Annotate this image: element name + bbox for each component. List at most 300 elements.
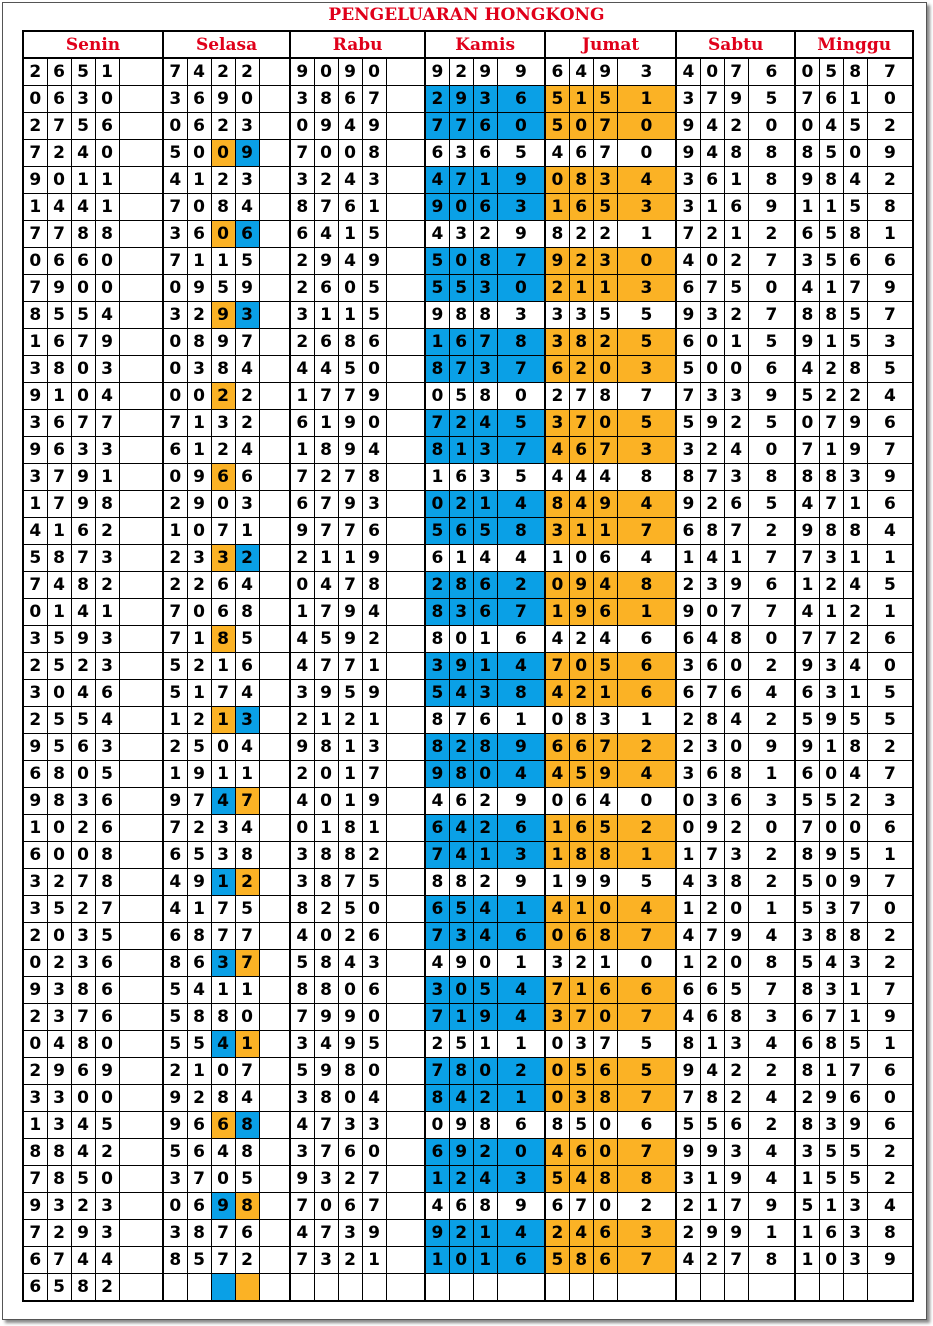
digit-cell: 6 (497, 626, 545, 653)
spacer-cell (386, 545, 425, 572)
digit-cell: 6 (338, 86, 362, 113)
digit-cell: 2 (71, 815, 95, 842)
digit-cell: 1 (235, 977, 259, 1004)
digit-cell: 4 (290, 788, 314, 815)
digit-cell: 8 (700, 707, 724, 734)
result-row (23, 86, 913, 113)
digit-cell: 2 (748, 653, 795, 680)
digit-cell: 3 (843, 1193, 867, 1220)
digit-cell: 1 (95, 464, 119, 491)
digit-cell: 1 (23, 329, 47, 356)
spacer-cell (386, 734, 425, 761)
digit-cell: 4 (473, 545, 497, 572)
digit-cell: 8 (545, 491, 569, 518)
digit-cell: 9 (843, 437, 867, 464)
digit-cell: 6 (473, 599, 497, 626)
digit-cell: 0 (593, 410, 617, 437)
digit-cell: 2 (676, 734, 700, 761)
spacer-cell (259, 1058, 290, 1085)
digit-cell: 6 (47, 410, 71, 437)
digit-cell: 6 (95, 950, 119, 977)
digit-cell: 5 (569, 1058, 593, 1085)
digit-cell: 0 (819, 869, 843, 896)
digit-cell: 6 (338, 1139, 362, 1166)
digit-cell: 8 (425, 356, 449, 383)
digit-cell: 5 (795, 950, 819, 977)
digit-cell: 9 (187, 464, 211, 491)
digit-cell: 0 (95, 86, 119, 113)
digit-cell: 3 (362, 734, 386, 761)
digit-cell: 5 (187, 1247, 211, 1274)
digit-cell: 9 (676, 1058, 700, 1085)
digit-cell: 7 (314, 518, 338, 545)
digit-cell: 9 (425, 194, 449, 221)
digit-cell: 5 (163, 1031, 187, 1058)
spacer-cell (119, 113, 163, 140)
digit-cell: 1 (569, 86, 593, 113)
spacer-cell (259, 1139, 290, 1166)
digit-cell: 4 (211, 1139, 235, 1166)
digit-cell: 1 (449, 545, 473, 572)
digit-cell: 4 (569, 491, 593, 518)
digit-cell: 4 (676, 248, 700, 275)
digit-cell: 9 (449, 653, 473, 680)
digit-cell: 1 (724, 167, 748, 194)
digit-cell: 3 (700, 302, 724, 329)
day-header-minggu: Minggu (795, 31, 913, 58)
digit-cell: 0 (163, 1193, 187, 1220)
digit-cell: 1 (843, 545, 867, 572)
spacer-cell (119, 383, 163, 410)
result-row (23, 383, 913, 410)
digit-cell: 3 (47, 1193, 71, 1220)
digit-cell: 6 (449, 329, 473, 356)
digit-cell: 6 (47, 58, 71, 86)
digit-cell: 3 (23, 896, 47, 923)
result-row (23, 518, 913, 545)
spacer-cell (259, 1031, 290, 1058)
digit-cell: 5 (569, 761, 593, 788)
digit-cell: 0 (362, 356, 386, 383)
digit-cell: 4 (748, 923, 795, 950)
digit-cell: 7 (211, 1247, 235, 1274)
digit-cell: 9 (676, 599, 700, 626)
digit-cell: 0 (545, 923, 569, 950)
digit-cell: 4 (795, 356, 819, 383)
digit-cell: 7 (23, 1166, 47, 1193)
digit-cell: 9 (497, 788, 545, 815)
digit-cell: 3 (23, 1085, 47, 1112)
result-row (23, 599, 913, 626)
digit-cell: 4 (700, 545, 724, 572)
spacer-cell (259, 896, 290, 923)
digit-cell: 2 (211, 437, 235, 464)
digit-cell: 7 (23, 572, 47, 599)
digit-cell: 4 (676, 1247, 700, 1274)
digit-cell: 0 (724, 356, 748, 383)
digit-cell: 9 (724, 923, 748, 950)
digit-cell: 4 (748, 1166, 795, 1193)
result-row (23, 896, 913, 923)
digit-cell: 6 (290, 410, 314, 437)
digit-cell: 4 (473, 896, 497, 923)
digit-cell: 7 (748, 977, 795, 1004)
digit-cell: 0 (497, 275, 545, 302)
digit-cell: 3 (211, 815, 235, 842)
spacer-cell (259, 248, 290, 275)
digit-cell: 0 (211, 221, 235, 248)
digit-cell: 4 (163, 167, 187, 194)
digit-cell: 6 (867, 1112, 913, 1139)
digit-cell: 5 (47, 1274, 71, 1302)
digit-cell: 0 (545, 1058, 569, 1085)
result-row (23, 653, 913, 680)
digit-cell: 9 (163, 1112, 187, 1139)
digit-cell: 6 (235, 1220, 259, 1247)
spacer-cell (386, 626, 425, 653)
digit-cell: 2 (290, 761, 314, 788)
digit-cell: 2 (724, 1085, 748, 1112)
digit-cell: 5 (187, 1031, 211, 1058)
digit-cell: 6 (795, 680, 819, 707)
digit-cell: 8 (676, 1031, 700, 1058)
spacer-cell (119, 275, 163, 302)
digit-cell: 6 (95, 788, 119, 815)
digit-cell: 4 (95, 302, 119, 329)
digit-cell: 0 (819, 1247, 843, 1274)
digit-cell: 6 (748, 58, 795, 86)
digit-cell: 4 (473, 410, 497, 437)
digit-cell: 3 (676, 653, 700, 680)
digit-cell: 7 (819, 410, 843, 437)
digit-cell: 3 (71, 788, 95, 815)
digit-cell: 1 (593, 518, 617, 545)
digit-cell: 8 (819, 302, 843, 329)
digit-cell: 8 (211, 1004, 235, 1031)
spacer-cell (386, 815, 425, 842)
digit-cell: 9 (95, 329, 119, 356)
spacer-cell (259, 923, 290, 950)
digit-cell: 9 (569, 599, 593, 626)
digit-cell: 4 (617, 761, 676, 788)
digit-cell: 3 (617, 356, 676, 383)
digit-cell: 1 (545, 599, 569, 626)
digit-cell: 1 (843, 491, 867, 518)
digit-cell: 9 (362, 545, 386, 572)
digit-cell: 8 (47, 356, 71, 383)
digit-cell: 4 (867, 518, 913, 545)
digit-cell: 6 (95, 977, 119, 1004)
spacer-cell (386, 707, 425, 734)
digit-cell: 3 (676, 167, 700, 194)
digit-cell: 4 (676, 869, 700, 896)
digit-cell: 7 (314, 1139, 338, 1166)
digit-cell: 6 (569, 140, 593, 167)
digit-cell: 8 (795, 140, 819, 167)
digit-cell: 6 (795, 1004, 819, 1031)
digit-cell: 7 (338, 518, 362, 545)
digit-cell: 2 (290, 329, 314, 356)
digit-cell: 2 (47, 140, 71, 167)
digit-cell: 1 (700, 1193, 724, 1220)
digit-cell: 0 (473, 950, 497, 977)
digit-cell: 1 (473, 167, 497, 194)
digit-cell: 7 (314, 491, 338, 518)
digit-cell: 5 (47, 302, 71, 329)
spacer-cell (119, 140, 163, 167)
digit-cell: 7 (795, 86, 819, 113)
digit-cell: 5 (163, 1004, 187, 1031)
digit-cell: 1 (724, 221, 748, 248)
digit-cell: 7 (425, 1004, 449, 1031)
digit-cell: 7 (211, 1220, 235, 1247)
digit-cell: 1 (795, 1247, 819, 1274)
digit-cell: 7 (362, 1166, 386, 1193)
digit-cell: 1 (748, 761, 795, 788)
digit-cell (724, 1274, 748, 1302)
digit-cell: 1 (235, 518, 259, 545)
digit-cell: 6 (867, 815, 913, 842)
digit-cell: 6 (819, 86, 843, 113)
digit-cell: 1 (843, 86, 867, 113)
digit-cell: 2 (23, 58, 47, 86)
digit-cell: 5 (795, 383, 819, 410)
digit-cell: 5 (593, 653, 617, 680)
digit-cell: 1 (819, 1193, 843, 1220)
digit-cell: 3 (47, 1085, 71, 1112)
digit-cell: 1 (362, 815, 386, 842)
digit-cell: 4 (545, 680, 569, 707)
digit-cell: 0 (867, 653, 913, 680)
result-row (23, 1193, 913, 1220)
digit-cell: 8 (338, 815, 362, 842)
spacer-cell (119, 329, 163, 356)
digit-cell: 9 (497, 734, 545, 761)
digit-cell: 4 (700, 1058, 724, 1085)
day-header-kamis: Kamis (425, 31, 545, 58)
spacer-cell (119, 680, 163, 707)
digit-cell: 9 (700, 1220, 724, 1247)
digit-cell: 2 (211, 113, 235, 140)
spacer-cell (259, 464, 290, 491)
digit-cell: 6 (569, 1139, 593, 1166)
digit-cell: 9 (748, 734, 795, 761)
digit-cell: 1 (47, 599, 71, 626)
digit-cell: 3 (700, 788, 724, 815)
spacer-cell (259, 869, 290, 896)
digit-cell: 0 (211, 491, 235, 518)
spacer-cell (119, 761, 163, 788)
digit-cell: 6 (676, 626, 700, 653)
spacer-cell (259, 437, 290, 464)
digit-cell: 2 (473, 1085, 497, 1112)
digit-cell: 8 (235, 842, 259, 869)
digit-cell: 0 (338, 1085, 362, 1112)
digit-cell: 8 (235, 1139, 259, 1166)
digit-cell: 4 (425, 1193, 449, 1220)
digit-cell: 6 (545, 734, 569, 761)
digit-cell: 9 (47, 275, 71, 302)
digit-cell: 8 (748, 464, 795, 491)
digit-cell: 1 (23, 1112, 47, 1139)
digit-cell: 3 (211, 545, 235, 572)
digit-cell: 4 (676, 1004, 700, 1031)
digit-cell: 6 (593, 599, 617, 626)
spacer-cell (119, 1031, 163, 1058)
digit-cell: 6 (187, 113, 211, 140)
digit-cell: 3 (724, 842, 748, 869)
digit-cell: 3 (425, 977, 449, 1004)
result-row (23, 869, 913, 896)
digit-cell: 1 (47, 518, 71, 545)
digit-cell: 7 (593, 140, 617, 167)
digit-cell: 7 (211, 518, 235, 545)
digit-cell: 8 (700, 1085, 724, 1112)
digit-cell: 0 (47, 842, 71, 869)
digit-cell: 3 (843, 464, 867, 491)
digit-cell: 3 (545, 950, 569, 977)
digit-cell: 6 (211, 572, 235, 599)
digit-cell: 0 (843, 140, 867, 167)
digit-cell: 8 (593, 1085, 617, 1112)
digit-cell: 8 (235, 599, 259, 626)
digit-cell: 8 (449, 302, 473, 329)
digit-cell: 4 (569, 58, 593, 86)
digit-cell: 4 (545, 1139, 569, 1166)
digit-cell (676, 1274, 700, 1302)
digit-cell: 5 (235, 896, 259, 923)
digit-cell: 9 (338, 1004, 362, 1031)
spacer-cell (259, 680, 290, 707)
digit-cell: 6 (795, 761, 819, 788)
digit-cell: 9 (473, 1004, 497, 1031)
spacer-cell (259, 1220, 290, 1247)
digit-cell: 5 (867, 356, 913, 383)
spacer-cell (259, 653, 290, 680)
digit-cell: 0 (843, 815, 867, 842)
digit-cell: 1 (211, 977, 235, 1004)
spacer-cell (259, 1112, 290, 1139)
digit-cell: 5 (71, 113, 95, 140)
digit-cell: 8 (235, 1112, 259, 1139)
digit-cell: 4 (545, 761, 569, 788)
digit-cell: 2 (235, 1247, 259, 1274)
digit-cell: 0 (819, 815, 843, 842)
digit-cell: 5 (187, 734, 211, 761)
digit-cell: 4 (235, 680, 259, 707)
spacer-cell (259, 1085, 290, 1112)
digit-cell: 8 (497, 329, 545, 356)
digit-cell: 9 (425, 302, 449, 329)
digit-cell (425, 1274, 449, 1302)
spacer-cell (386, 194, 425, 221)
digit-cell: 2 (569, 626, 593, 653)
digit-cell: 2 (473, 221, 497, 248)
digit-cell: 0 (425, 491, 449, 518)
digit-cell: 3 (843, 950, 867, 977)
digit-cell: 3 (47, 1004, 71, 1031)
digit-cell: 1 (700, 1166, 724, 1193)
digit-cell: 9 (314, 1004, 338, 1031)
digit-cell: 4 (617, 545, 676, 572)
spacer-cell (386, 518, 425, 545)
digit-cell: 8 (425, 599, 449, 626)
digit-cell: 9 (211, 302, 235, 329)
digit-cell: 6 (593, 1220, 617, 1247)
digit-cell: 6 (700, 761, 724, 788)
digit-cell: 0 (593, 356, 617, 383)
digit-cell: 2 (473, 869, 497, 896)
digit-cell: 1 (473, 1220, 497, 1247)
digit-cell: 0 (425, 383, 449, 410)
digit-cell: 3 (700, 734, 724, 761)
digit-cell: 5 (47, 734, 71, 761)
digit-cell: 6 (867, 1058, 913, 1085)
digit-cell: 8 (425, 1085, 449, 1112)
spacer-cell (259, 599, 290, 626)
digit-cell: 1 (795, 1166, 819, 1193)
digit-cell: 0 (795, 58, 819, 86)
spacer-cell (119, 1112, 163, 1139)
digit-cell: 3 (235, 167, 259, 194)
digit-cell: 7 (47, 1247, 71, 1274)
day-header-jumat: Jumat (545, 31, 676, 58)
digit-cell: 4 (23, 518, 47, 545)
spacer-cell (259, 977, 290, 1004)
digit-cell: 4 (47, 1031, 71, 1058)
digit-cell: 6 (473, 707, 497, 734)
spacer-cell (119, 734, 163, 761)
digit-cell: 6 (843, 248, 867, 275)
digit-cell: 7 (617, 518, 676, 545)
digit-cell: 4 (314, 1031, 338, 1058)
digit-cell: 2 (473, 815, 497, 842)
digit-cell: 0 (497, 113, 545, 140)
digit-cell: 6 (23, 761, 47, 788)
digit-cell: 5 (95, 1112, 119, 1139)
digit-cell: 3 (617, 275, 676, 302)
digit-cell: 9 (71, 491, 95, 518)
digit-cell: 9 (676, 1139, 700, 1166)
digit-cell: 2 (235, 410, 259, 437)
digit-cell: 5 (795, 788, 819, 815)
digit-cell: 0 (545, 788, 569, 815)
digit-cell: 0 (867, 1085, 913, 1112)
digit-cell: 2 (235, 383, 259, 410)
digit-cell: 1 (314, 545, 338, 572)
digit-cell: 5 (545, 1166, 569, 1193)
digit-cell: 2 (676, 1193, 700, 1220)
digit-cell: 6 (425, 1139, 449, 1166)
digit-cell: 5 (748, 86, 795, 113)
spacer-cell (119, 1247, 163, 1274)
digit-cell: 7 (95, 410, 119, 437)
digit-cell: 8 (843, 518, 867, 545)
digit-cell: 3 (163, 1166, 187, 1193)
result-row (23, 1085, 913, 1112)
digit-cell: 6 (795, 1031, 819, 1058)
digit-cell: 2 (362, 842, 386, 869)
spacer-cell (119, 1274, 163, 1302)
spacer-cell (386, 977, 425, 1004)
digit-cell: 6 (545, 356, 569, 383)
digit-cell: 5 (617, 329, 676, 356)
digit-cell: 5 (163, 1139, 187, 1166)
spacer-cell (386, 329, 425, 356)
digit-cell: 0 (290, 815, 314, 842)
digit-cell: 2 (211, 167, 235, 194)
digit-cell: 1 (867, 842, 913, 869)
